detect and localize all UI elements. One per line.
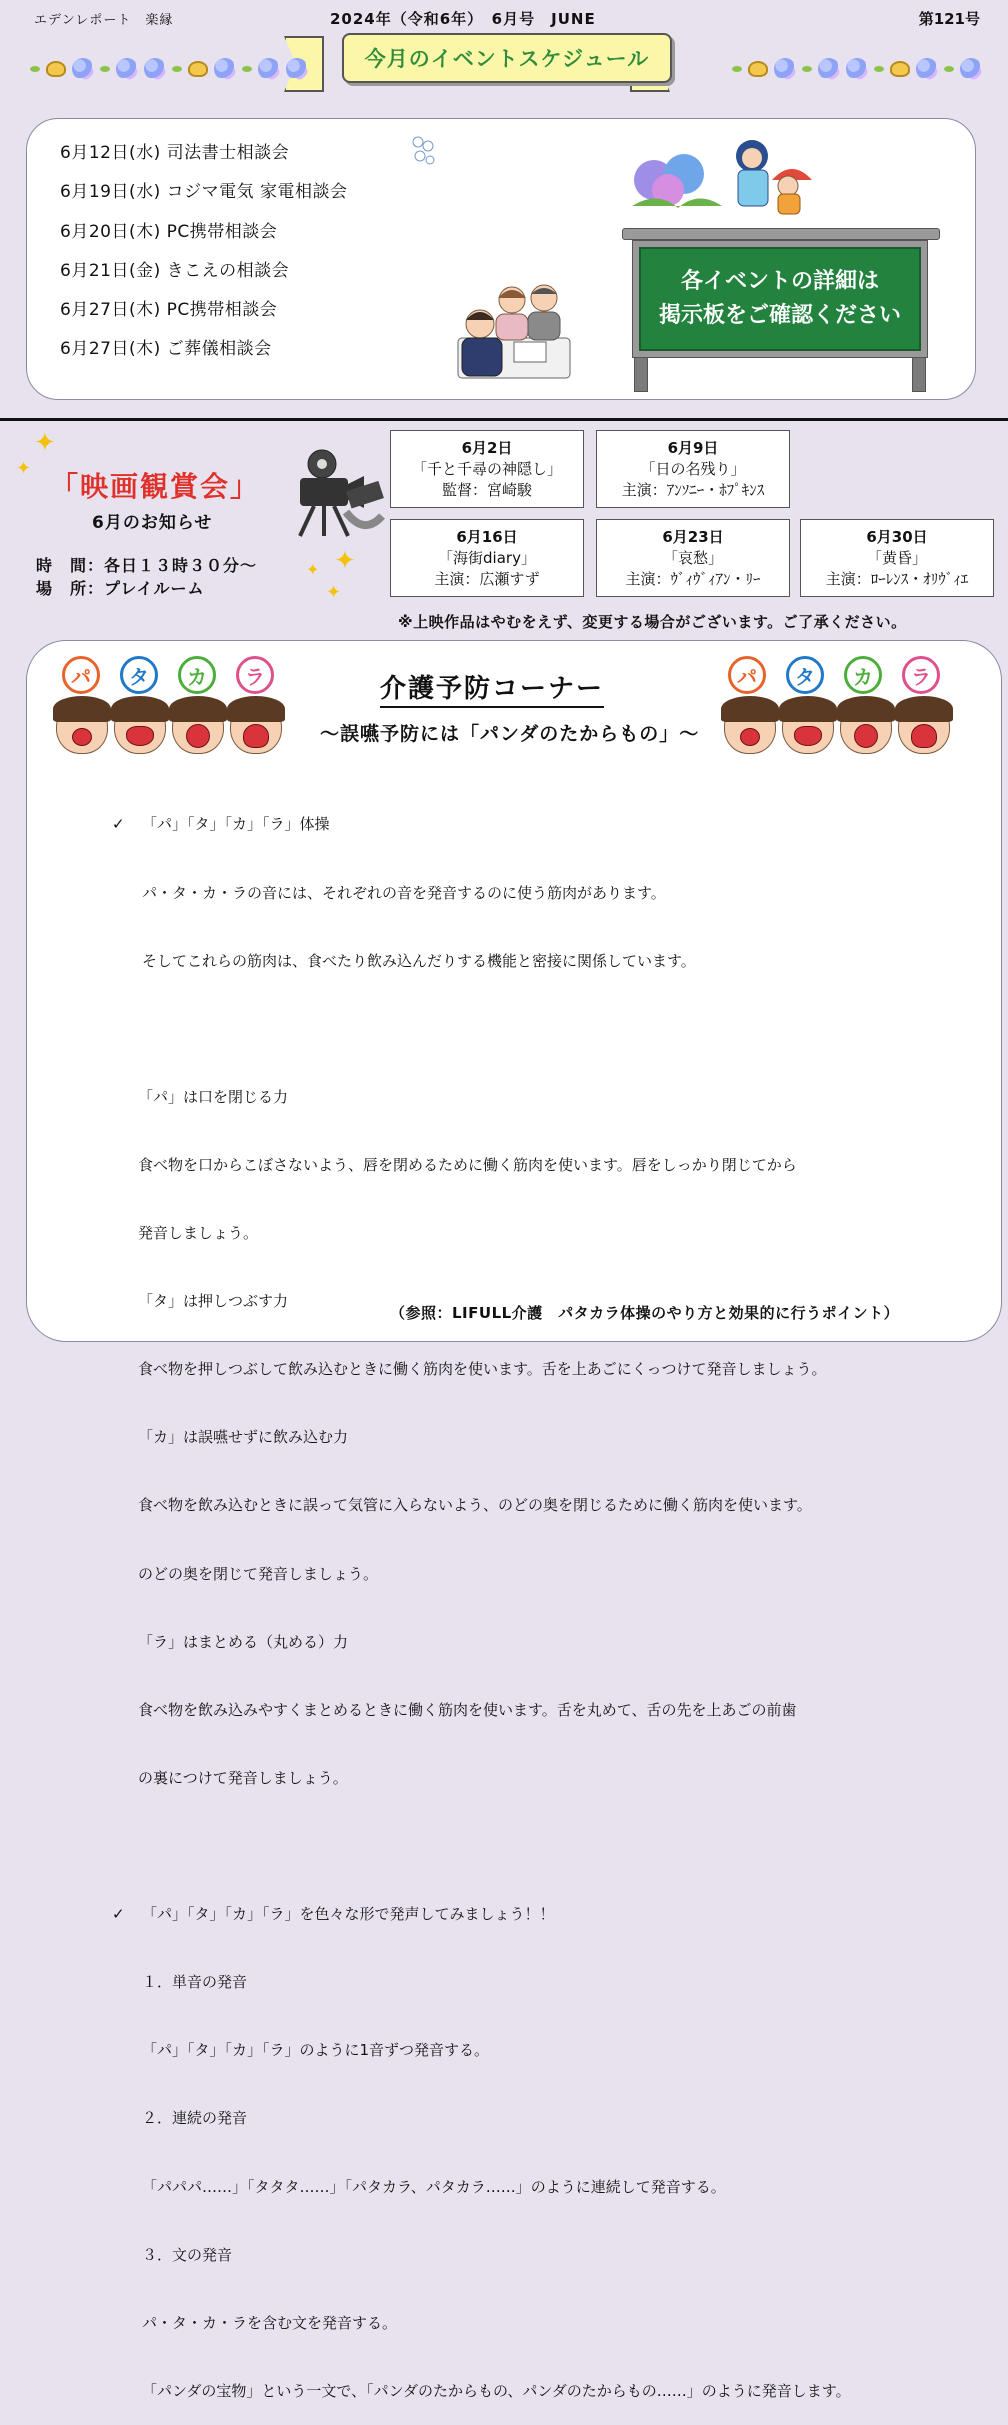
- sparkle-icon: ✦: [334, 546, 356, 576]
- film-title: 「哀愁」: [662, 548, 723, 567]
- event-item: 6月27日(木) ご葬儀相談会: [60, 339, 272, 360]
- sparkle-icon: ✦: [34, 428, 56, 458]
- event-item: 6月19日(水) コジマ電気 家電相談会: [60, 182, 348, 203]
- movie-time: 時 間：各日１３時３０分～: [36, 556, 258, 575]
- raindrop-icon: [408, 132, 438, 172]
- hydrangea-garland-right: [732, 56, 982, 82]
- ra-heading: 「ラ」はまとめる（丸める）力: [138, 1632, 349, 1651]
- body-line: １．単音の発音: [142, 1973, 248, 1992]
- face-ka-icon: [172, 700, 224, 754]
- film-camera-icon: [286, 446, 386, 542]
- movie-event-subtitle: 6月のお知らせ: [92, 513, 213, 533]
- board-line-2: 掲示板をご確認ください: [658, 303, 901, 328]
- pa-heading: 「パ」は口を閉じる力: [138, 1087, 289, 1106]
- film-title: 「日の名残り」: [640, 459, 746, 478]
- film-date: 6月30日: [866, 527, 928, 546]
- body-line: 食べ物を口からこぼさないよう、唇を閉めるために働く筋肉を使います。唇をしっかり閉じてから: [138, 1155, 797, 1174]
- section-divider: [0, 418, 1008, 421]
- sparkle-icon: ✦: [16, 458, 32, 479]
- bulletin-board: [622, 228, 940, 396]
- film-date: 6月9日: [667, 438, 719, 457]
- sparkle-icon: ✦: [306, 560, 320, 579]
- film-card: [800, 519, 994, 597]
- face-ra-icon: [898, 700, 950, 754]
- newsletter-name: エデンレポート 楽縁: [34, 13, 174, 28]
- movie-note: ※上映作品はやむをえず、変更する場合がございます。ご了承ください。: [398, 613, 907, 631]
- event-list: [60, 140, 348, 376]
- bulletin-board-message: [639, 247, 921, 351]
- body-line: 食べ物を飲み込むときに誤って気管に入らないよう、のどの奥を閉じるために働く筋肉を使います。: [138, 1496, 812, 1515]
- checkmark-icon: ✓: [112, 1905, 125, 1924]
- event-item: 6月12日(水) 司法書士相談会: [60, 143, 290, 163]
- body-line: パ・タ・カ・ラを含む文を発音する。: [142, 2313, 398, 2332]
- film-credit: 主演：広瀬すず: [434, 569, 540, 588]
- event-item: 6月27日(木) PC携帯相談会: [60, 300, 278, 321]
- syllable-ra-bubble: ラ: [902, 656, 940, 694]
- section-title: 今月のイベントスケジュール: [342, 33, 672, 83]
- care-body: [112, 768, 992, 2425]
- syllable-ta-bubble: タ: [120, 656, 158, 694]
- film-date: 6月2日: [461, 438, 513, 457]
- film-date: 6月23日: [662, 527, 724, 546]
- event-item: 6月21日(金) きこえの相談会: [60, 260, 290, 281]
- body-line: の裏につけて発音しましょう。: [138, 1768, 348, 1787]
- face-pa-icon: [724, 700, 776, 754]
- body-line: のどの奥を閉じて発音しましょう。: [138, 1564, 379, 1583]
- film-date: 6月16日: [456, 527, 518, 546]
- film-title: 「千と千尋の神隠し」: [411, 459, 562, 478]
- consultation-illustration: [458, 280, 578, 380]
- syllable-ra-bubble: ラ: [236, 656, 274, 694]
- syllable-ka-bubble: カ: [178, 656, 216, 694]
- board-line-1: 各イベントの詳細は: [680, 269, 879, 294]
- film-card: [596, 430, 790, 508]
- face-ka-icon: [840, 700, 892, 754]
- body-line: 発音しましょう。: [138, 1224, 259, 1243]
- film-title: 「黄昏」: [866, 548, 927, 567]
- ka-heading: 「カ」は誤嚥せずに飲み込む力: [138, 1428, 349, 1447]
- film-credit: 主演：ﾛｰﾚﾝｽ・ｵﾘｳﾞｨｴ: [825, 569, 969, 588]
- syllable-ka-bubble: カ: [844, 656, 882, 694]
- care-corner-title: 介護予防コーナー: [380, 668, 604, 708]
- body-line: ２．連続の発音: [142, 2109, 248, 2128]
- event-item: 6月20日(木) PC携帯相談会: [60, 221, 278, 242]
- section-1-heading: [112, 813, 992, 836]
- syllable-ta-bubble: タ: [786, 656, 824, 694]
- face-pa-icon: [56, 700, 108, 754]
- syllable-pa-bubble: パ: [62, 656, 100, 694]
- film-title: 「海街diary」: [438, 548, 536, 567]
- ta-heading: 「タ」は押しつぶす力: [138, 1292, 289, 1311]
- children-in-rain-illustration: [726, 136, 812, 218]
- face-ta-icon: [114, 700, 166, 754]
- body-line: 「パパパ……」「タタタ……」「パタカラ、パタカラ……」のように連続して発音する。: [142, 2177, 726, 2196]
- film-card: [390, 430, 584, 508]
- movie-event-title: 「映画観賞会」: [50, 470, 261, 503]
- reference-note: （参照：LIFULL介護 パタカラ体操のやり方と効果的に行うポイント）: [390, 1304, 900, 1322]
- body-line: ３．文の発音: [142, 2245, 233, 2264]
- body-line: 「パ」「タ」「カ」「ラ」のように1音ずつ発音する。: [142, 2041, 490, 2060]
- hydrangea-garland-left: [30, 56, 308, 82]
- film-credit: 監督：宮崎駿: [441, 480, 532, 499]
- film-card: [390, 519, 584, 597]
- body-line: そしてこれらの筋肉は、食べたり飲み込んだりする機能と密接に関係しています。: [142, 951, 696, 970]
- body-line: 「パンダの宝物」という一文で、「パンダのたからもの、パンダのたからもの……」のように発音します。: [142, 2381, 851, 2400]
- face-ta-icon: [782, 700, 834, 754]
- issue-date: 2024年（令和6年） 6月号 JUNE: [330, 10, 596, 28]
- issue-number: 第121号: [918, 10, 980, 28]
- section-2-heading: [112, 1903, 992, 1926]
- hydrangea-illustration: [628, 150, 726, 214]
- heading-text: 「パ」「タ」「カ」「ラ」体操: [142, 815, 330, 834]
- movie-place: 場 所：プレイルーム: [36, 579, 205, 598]
- checkmark-icon: ✓: [112, 815, 125, 834]
- film-credit: 主演：ｱﾝｿﾆｰ・ﾎﾌﾟｷﾝｽ: [621, 480, 765, 499]
- heading-text: 「パ」「タ」「カ」「ラ」を色々な形で発声してみましょう！！: [142, 1905, 555, 1924]
- film-credit: 主演：ｳﾞｨｳﾞｨｱﾝ・ﾘｰ: [625, 569, 761, 588]
- body-line: パ・タ・カ・ラの音には、それぞれの音を発音するのに使う筋肉があります。: [142, 883, 666, 902]
- sparkle-icon: ✦: [326, 582, 342, 603]
- face-ra-icon: [230, 700, 282, 754]
- syllable-pa-bubble: パ: [728, 656, 766, 694]
- body-line: 食べ物を飲み込みやすくまとめるときに働く筋肉を使います。舌を丸めて、舌の先を上あごの前歯: [138, 1700, 797, 1719]
- film-card: [596, 519, 790, 597]
- care-corner-subtitle: ～誤嚥予防には「パンダのたからもの」～: [320, 723, 700, 745]
- body-line: 食べ物を押しつぶして飲み込むときに働く筋肉を使います。舌を上あごにくっつけて発音しましょう。: [138, 1360, 827, 1379]
